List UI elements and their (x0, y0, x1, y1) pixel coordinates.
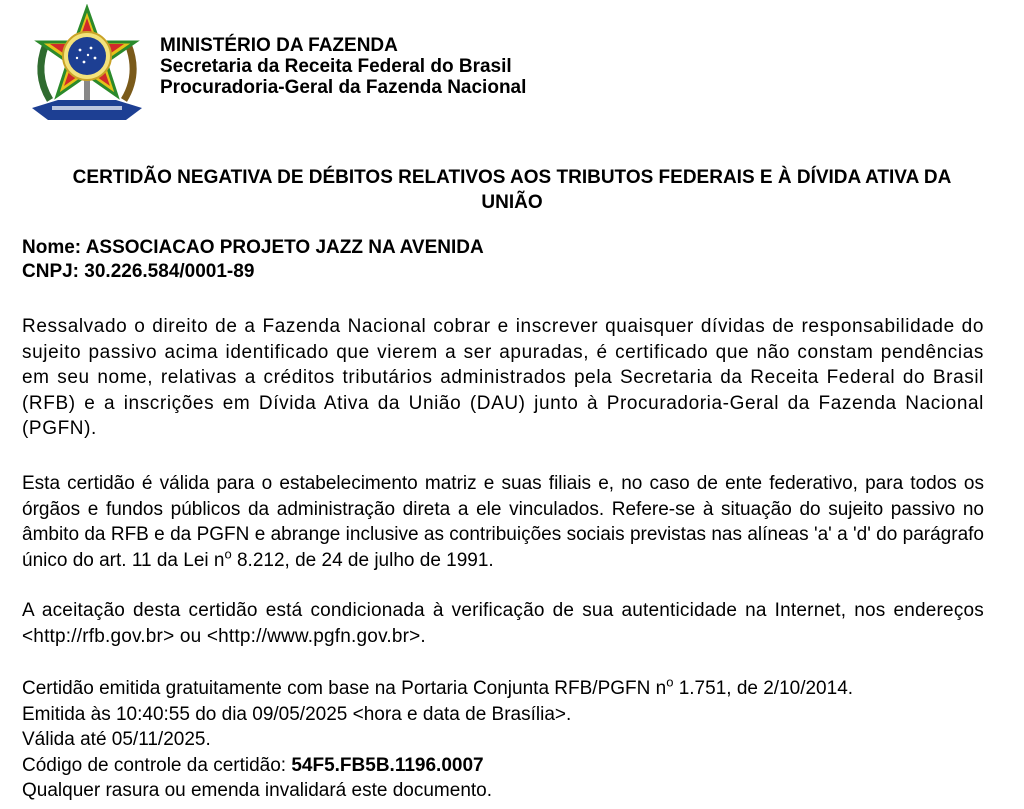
certificate-title: CERTIDÃO NEGATIVA DE DÉBITOS RELATIVOS AOS TRIBUTOS FEDERAIS E À DÍVIDA ATIVA DA UNIÃO (72, 167, 952, 213)
control-code-line (22, 753, 853, 779)
tamper-notice-line: Qualquer rasura ou emenda invalidará este documento. (22, 780, 493, 801)
paragraph-validity-scope (22, 471, 984, 573)
ordinal-indicator: o (224, 546, 232, 562)
document-header (160, 35, 526, 98)
secretariat-name: Secretaria da Receita Federal do Brasil (160, 56, 512, 77)
paragraph-validity-text: Esta certidão é válida para o estabelecimento matriz e suas filiais e, no caso de ente federativo, para todos os órgãos e fundos públicos da administração direta a ele vinculados. Refere-se à situação do sujeito passivo no âmbito da RFB e da PGFN e abrange inclusive as contribuições sociais previstas nas alíneas 'a' a 'd' do parágrafo único do art. 11 da Lei n (22, 473, 984, 571)
taxpayer-cnpj: CNPJ: 30.226.584/0001-89 (22, 261, 255, 282)
valid-until-line: Válida até 05/11/2025. (22, 729, 211, 750)
paragraph-validity-text-end: 8.212, de 24 de julho de 1991. (231, 549, 494, 571)
taxpayer-name: Nome: ASSOCIACAO PROJETO JAZZ NA AVENIDA (22, 237, 484, 258)
issued-at-line: Emitida às 10:40:55 do dia 09/05/2025 <hora e data de Brasília>. (22, 703, 572, 725)
issued-basis-text-end: 1.751, de 2/10/2014. (673, 678, 854, 699)
issued-basis-text: Certidão emitida gratuitamente com base na Portaria Conjunta RFB/PGFN n (22, 678, 667, 699)
paragraph-authenticity: A aceitação desta certidão está condicionada à verificação de sua autenticidade na Internet, nos endereços <http://rfb.gov.br> ou <http://www.pgfn.gov.br>. (22, 600, 984, 647)
control-code-label: Código de controle da certidão: (22, 754, 292, 776)
certificate-footer (22, 676, 853, 804)
paragraph-certification: Ressalvado o direito de a Fazenda Nacional cobrar e inscrever quaisquer dívidas de responsabilidade do sujeito passivo acima identificado que vierem a ser apuradas, é certificado que não constam pendências em seu nome, relativas a créditos tributários administrados pela Secretaria da Receita Federal do Brasil (RFB) e a inscrições em Dívida Ativa da União (DAU) junto à Procuradoria-Geral da Fazenda Nacional (PGFN). (22, 316, 984, 439)
issued-basis-line (22, 676, 853, 702)
taxpayer-identification (22, 236, 484, 284)
control-code-value: 54F5.FB5B.1196.0007 (291, 754, 484, 776)
attorney-office-name: Procuradoria-Geral da Fazenda Nacional (160, 77, 527, 98)
brazil-coat-of-arms-emblem (28, 4, 146, 126)
ordinal-indicator: o (666, 674, 674, 690)
ministry-name: MINISTÉRIO DA FAZENDA (160, 35, 398, 56)
